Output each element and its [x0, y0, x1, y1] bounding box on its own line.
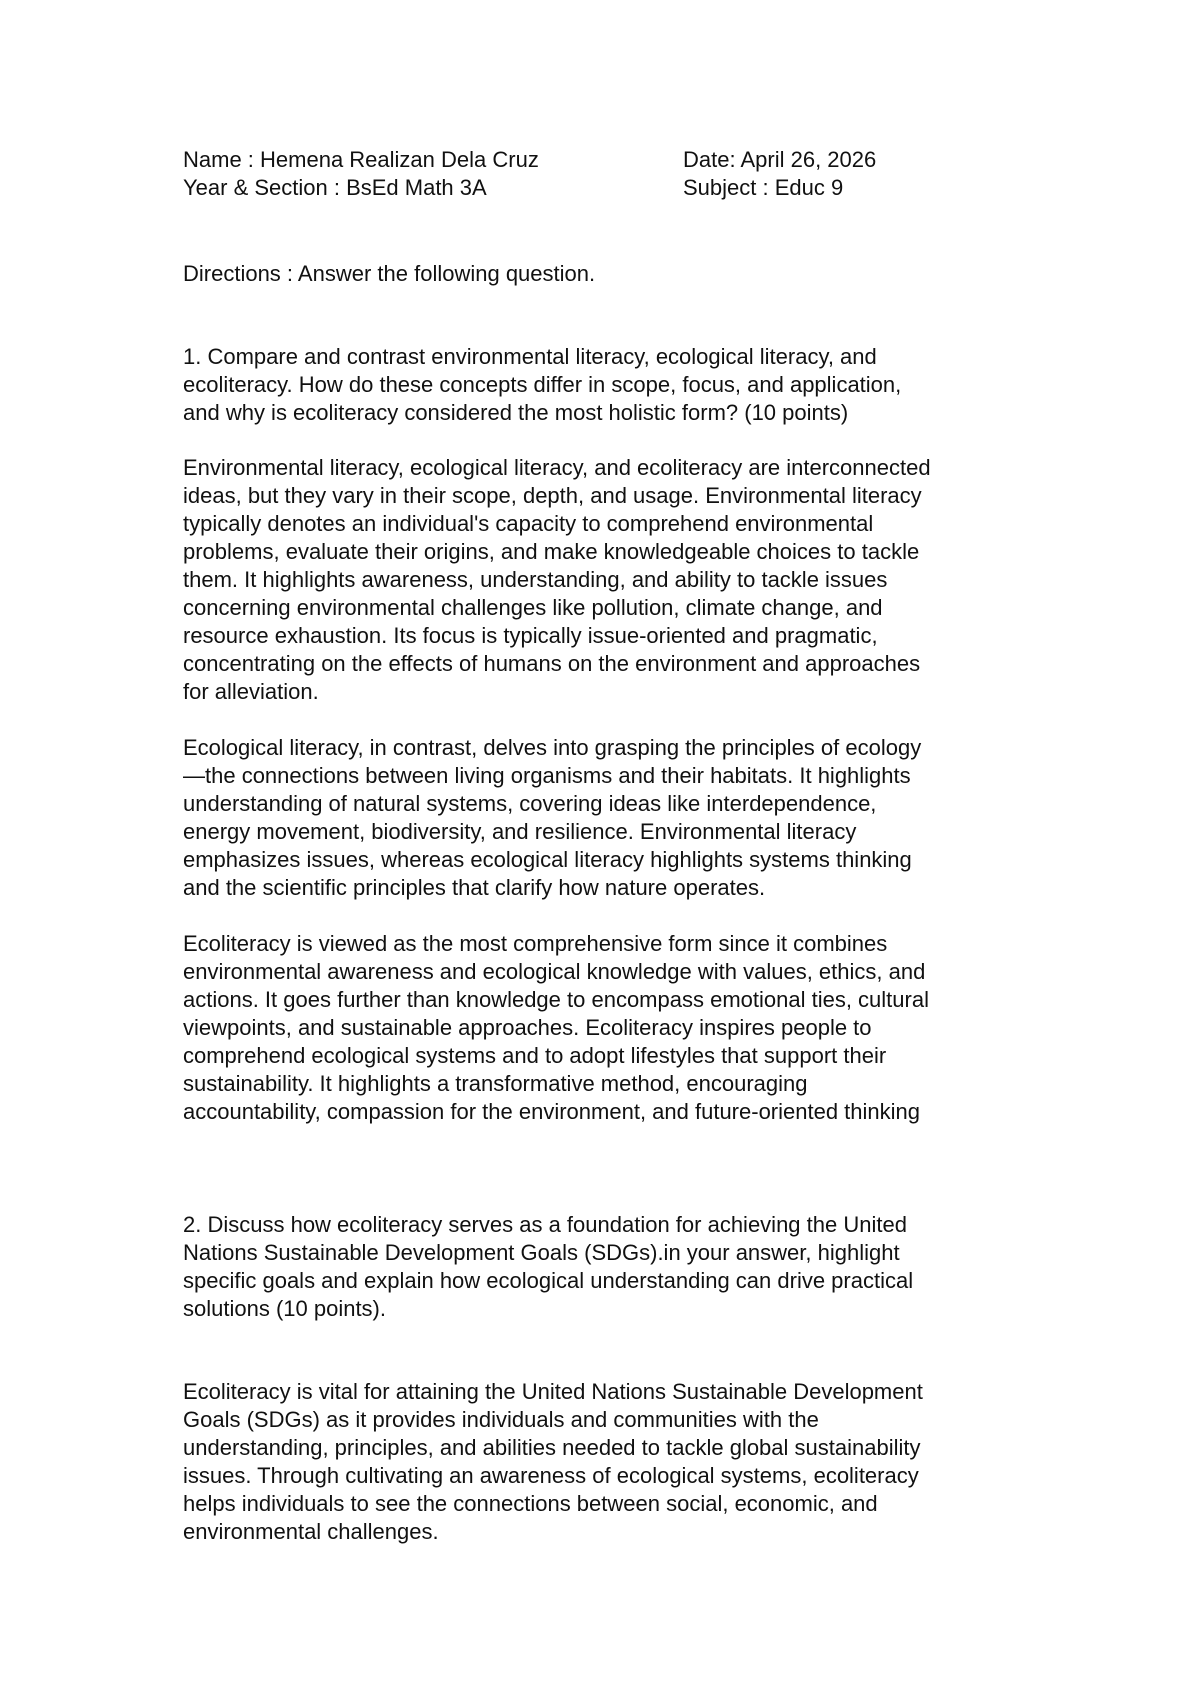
question-2-line: solutions (10 points). [183, 1296, 386, 1321]
answer-line: environmental awareness and ecological knowledge with values, ethics, and [183, 959, 926, 984]
answer-line: emphasizes issues, whereas ecological literacy highlights systems thinking [183, 847, 912, 872]
answer-line: them. It highlights awareness, understanding, and ability to tackle issues [183, 567, 888, 592]
answer-line: Ecoliteracy is viewed as the most comprehensive form since it combines [183, 931, 888, 956]
answer-line: comprehend ecological systems and to adopt lifestyles that support their [183, 1043, 887, 1068]
answer-line: understanding of natural systems, covering ideas like interdependence, [183, 791, 877, 816]
answer-1-paragraph-3 [183, 930, 1043, 1126]
answer-line: for alleviation. [183, 679, 319, 704]
answer-line: viewpoints, and sustainable approaches. Ecoliteracy inspires people to [183, 1015, 872, 1040]
question-2-line: specific goals and explain how ecological understanding can drive practical [183, 1268, 914, 1293]
answer-line: typically denotes an individual's capacity to comprehend environmental [183, 511, 874, 536]
question-1 [183, 343, 1043, 427]
answer-line: and the scientific principles that clarify how nature operates. [183, 875, 766, 900]
answer-line: actions. It goes further than knowledge to encompass emotional ties, cultural [183, 987, 929, 1012]
student-name: Name : Hemena Realizan Dela Cruz [183, 147, 539, 172]
question-1-line: and why is ecoliteracy considered the most holistic form? (10 points) [183, 400, 849, 425]
answer-1-paragraph-1 [183, 454, 1043, 706]
answer-line: accountability, compassion for the environment, and future-oriented thinking [183, 1099, 921, 1124]
year-section: Year & Section : BsEd Math 3A [183, 175, 487, 200]
answer-line: Environmental literacy, ecological literacy, and ecoliteracy are interconnected [183, 455, 931, 480]
answer-line: Ecoliteracy is vital for attaining the United Nations Sustainable Development [183, 1379, 923, 1404]
answer-line: helps individuals to see the connections between social, economic, and [183, 1491, 878, 1516]
answer-line: resource exhaustion. Its focus is typically issue-oriented and pragmatic, [183, 623, 878, 648]
question-1-line: 1. Compare and contrast environmental literacy, ecological literacy, and [183, 344, 877, 369]
answer-line: Goals (SDGs) as it provides individuals and communities with the [183, 1407, 819, 1432]
answer-1-paragraph-2 [183, 734, 1043, 902]
date: Date: April 26, 2026 [683, 147, 877, 172]
answer-line: issues. Through cultivating an awareness of ecological systems, ecoliteracy [183, 1463, 919, 1488]
answer-line: concerning environmental challenges like pollution, climate change, and [183, 595, 883, 620]
answer-line: ideas, but they vary in their scope, depth, and usage. Environmental literacy [183, 483, 922, 508]
subject: Subject : Educ 9 [683, 175, 844, 200]
question-1-line: ecoliteracy. How do these concepts differ in scope, focus, and application, [183, 372, 902, 397]
answer-line: energy movement, biodiversity, and resilience. Environmental literacy [183, 819, 857, 844]
question-2-line: 2. Discuss how ecoliteracy serves as a foundation for achieving the United [183, 1212, 907, 1237]
answer-line: concentrating on the effects of humans on the environment and approaches [183, 651, 921, 676]
question-2-line: Nations Sustainable Development Goals (SDGs).in your answer, highlight [183, 1240, 900, 1265]
question-2 [183, 1211, 1043, 1323]
answer-line: environmental challenges. [183, 1519, 439, 1544]
directions-text: Directions : Answer the following question. [183, 261, 596, 286]
answer-line: problems, evaluate their origins, and make knowledgeable choices to tackle [183, 539, 920, 564]
answer-line: understanding, principles, and abilities needed to tackle global sustainability [183, 1435, 921, 1460]
answer-line: sustainability. It highlights a transformative method, encouraging [183, 1071, 808, 1096]
directions [183, 260, 1043, 288]
answer-2-paragraph-1 [183, 1378, 1043, 1546]
answer-line: Ecological literacy, in contrast, delves into grasping the principles of ecology [183, 735, 922, 760]
answer-line: —the connections between living organisms and their habitats. It highlights [183, 763, 911, 788]
